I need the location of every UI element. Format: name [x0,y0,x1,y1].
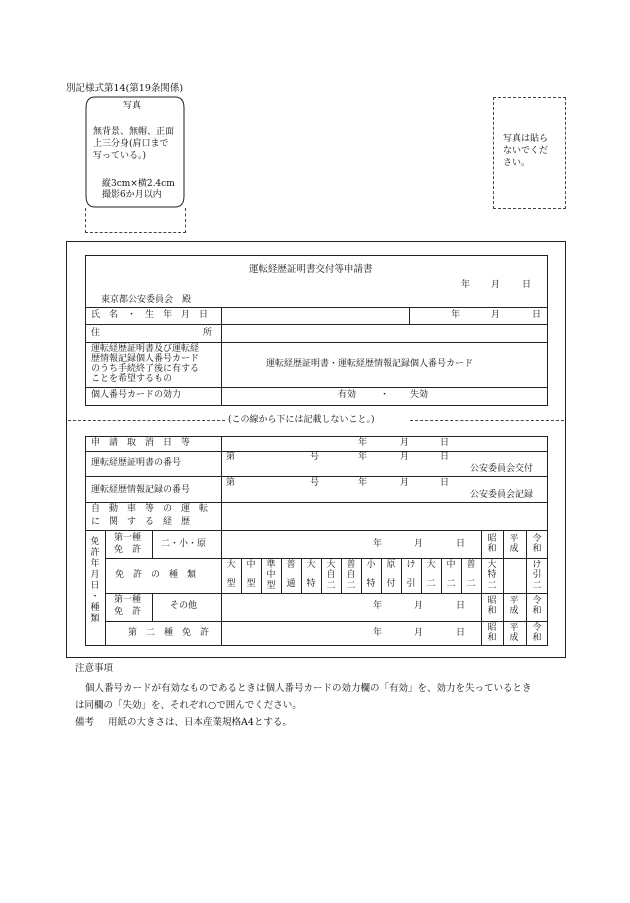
date-month: 月 [491,280,501,290]
cert-day: 日 [440,452,450,462]
request-label-4: ことを希望するもの [91,374,173,384]
kind-keinni: け 引 二 [532,560,542,591]
kind-kein: け 引 [406,560,416,590]
birth-day: 日 [532,310,542,320]
cancel-year: 年 [358,438,368,448]
cert-go: 号 [310,452,320,462]
invalid-option[interactable]: 失効 [410,390,429,400]
address-label-start: 住 [91,328,101,338]
kind-fujini: 普 自 二 [346,560,356,591]
photo-title: 写真 [123,101,142,111]
class2-month: 月 [414,628,424,638]
record-dai: 第 [226,478,236,488]
class1-label-a: 第一種 [114,533,142,543]
other-value: その他 [170,601,198,611]
date-year: 年 [461,280,471,290]
kind-futsu: 普 通 [286,560,296,590]
mynumber-label: 個人番号カードの効力 [91,390,182,400]
cancel-day: 日 [440,438,450,448]
other-class1-label-b: 免 許 [114,607,142,617]
cancel-date-label: 申 請 取 消 日 等 [91,438,191,448]
form-reference: 別記様式第14(第19条関係) [66,83,184,94]
era-showa: 昭 和 [487,534,497,555]
birth-year: 年 [451,310,461,320]
divider-left [68,420,225,421]
cert-number-label: 運転経歴証明書の番号 [91,458,182,468]
photo-instruction-1: 無背景、無帽、正面 [93,127,175,137]
cert-dai: 第 [226,452,236,462]
record-number-label: 運転経歴情報記録の番号 [91,485,191,495]
other-era-heisei: 平 成 [509,596,519,617]
photo-area [85,96,185,208]
photo-dashed-extension [85,208,186,233]
cert-month: 月 [400,452,410,462]
photo-size: 縦3cm×横2.4cm [102,179,175,189]
photo-note-3: さい。 [503,158,531,168]
kind-kotoku: 小 特 [366,560,376,590]
class2-year: 年 [373,628,383,638]
photo-note-box [493,97,566,209]
kind-daini: 大 二 [426,560,436,590]
kind-chuni: 中 二 [446,560,456,590]
class1-label-b: 免 許 [114,545,142,555]
class2-day: 日 [456,628,466,638]
kind-futsuni: 普 二 [466,560,476,590]
dot-separator: ・ [380,390,390,400]
class1-value: 二・小・原 [161,539,207,549]
class1-day: 日 [456,539,466,549]
kind-daitoku: 大 特 [306,560,316,590]
form-title: 運転経歴証明書交付等申請書 [249,264,373,275]
date-day: 日 [522,280,532,290]
other-class1-label-a: 第一種 [114,595,142,605]
request-label-3: のうち手続終了後に有する [91,364,200,374]
divider-right [410,420,564,421]
request-options[interactable]: 運転経歴証明書・運転経歴情報記録個人番号カード [266,359,474,369]
class2-era-heisei: 平 成 [509,623,519,644]
class2-era-reiwa: 令 和 [532,623,542,644]
photo-instruction-3: 写っている。) [93,151,147,161]
addressee: 東京都公安委員会 殿 [101,295,192,305]
kind-label: 免 許 の 種 類 [115,570,197,580]
kind-junchugata: 準 中 型 [266,560,276,591]
class2-label: 第 二 種 免 許 [128,628,210,638]
era-reiwa: 令 和 [532,534,542,555]
other-era-showa: 昭 和 [487,596,497,617]
photo-instruction-2: 上三分身(肩口まで [93,139,169,149]
remark-text: 用紙の大きさは、日本産業規格A4とする。 [108,717,292,728]
valid-option[interactable]: 有効 [338,390,357,400]
record-month: 月 [400,478,410,488]
name-birth-label: 氏 名 ・ 生 年 月 日 [91,310,209,320]
class1-year: 年 [373,539,383,549]
record-go: 号 [310,478,320,488]
other-era-reiwa: 令 和 [532,596,542,617]
kind-daitokuni: 大 特 二 [487,560,497,591]
era-heisei: 平 成 [509,534,519,555]
photo-note-2: ないでくだ [503,146,549,156]
photo-taken: 撮影6か月以内 [102,190,162,200]
license-side-label: 免 許 年 月 日 ・ 種 類 [90,537,100,624]
record-recorded-by: 公安委員会記録 [470,490,534,500]
address-label-end: 所 [203,328,213,338]
request-label-1: 運転経歴証明書及び運転経 [91,344,200,354]
cert-year: 年 [358,452,368,462]
cert-issued-by: 公安委員会交付 [470,464,534,474]
other-year: 年 [373,601,383,611]
kind-daijini: 大 自 二 [326,560,336,591]
name-input[interactable] [222,308,408,323]
other-month: 月 [414,601,424,611]
address-input[interactable] [222,325,547,341]
notes-heading: 注意事項 [75,663,114,674]
cancel-month: 月 [400,438,410,448]
kind-gentsuki: 原 付 [386,560,396,590]
notes-line-2: は同欄の「失効」を、それぞれ○で囲んでください。 [75,700,302,711]
birth-month: 月 [491,310,501,320]
record-day: 日 [440,478,450,488]
other-day: 日 [456,601,466,611]
record-year: 年 [358,478,368,488]
history-label-2: に 関 す る 経 歴 [91,517,191,527]
notes-line-1: 個人番号カードが有効なものであるときは個人番号カードの効力欄の「有効」を、効力を失っているとき [85,683,532,694]
class1-month: 月 [414,539,424,549]
kind-chugata: 中 型 [246,560,256,590]
class2-era-showa: 昭 和 [487,623,497,644]
divider-note: (この線から下には記載しないこと。) [228,415,375,425]
history-label-1: 自 動 車 等 の 運 転 [91,504,209,514]
request-label-2: 歴情報記録個人番号カード [91,354,200,364]
remark-label: 備考 [75,717,95,728]
photo-note-1: 写真は貼ら [503,134,549,144]
kind-ogata: 大 型 [226,560,236,590]
